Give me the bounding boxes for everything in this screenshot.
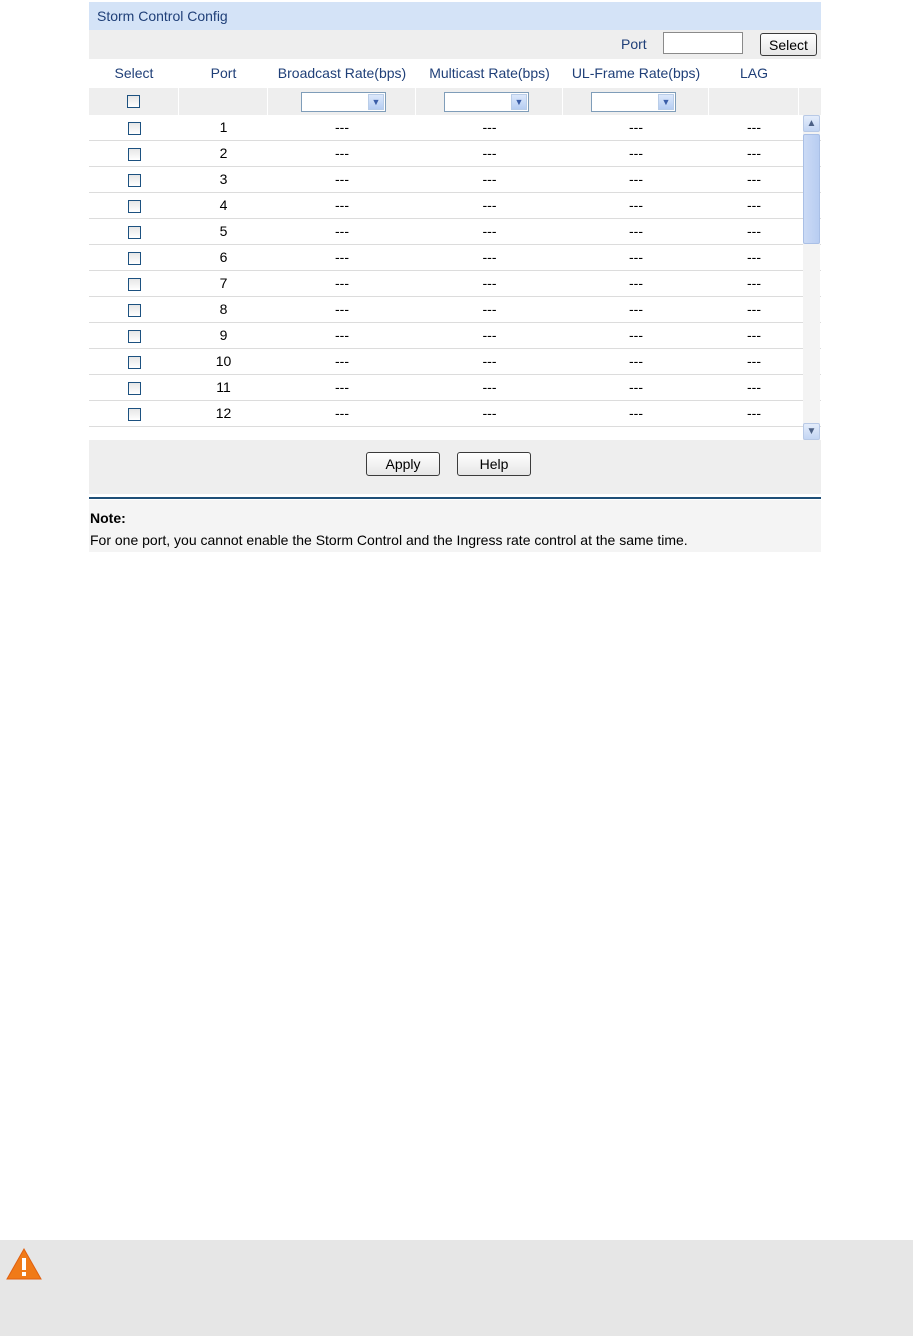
lag-cell: ---: [747, 119, 761, 135]
table-row: [89, 141, 821, 167]
ul-frame-rate-cell: ---: [629, 223, 643, 239]
broadcast-rate-cell: ---: [335, 379, 349, 395]
multicast-rate-cell: ---: [482, 145, 497, 161]
warning-bar: [0, 1240, 913, 1336]
port-cell: 9: [219, 327, 228, 343]
table-row: [89, 401, 821, 427]
column-header-select: Select: [114, 65, 154, 81]
broadcast-rate-cell: ---: [335, 249, 349, 265]
row-select-checkbox[interactable]: [128, 408, 141, 421]
row-select-checkbox[interactable]: [128, 174, 141, 187]
table-row: [89, 167, 821, 193]
port-search-label: Port: [621, 36, 647, 52]
ul-frame-rate-cell: ---: [629, 171, 643, 187]
broadcast-rate-cell: ---: [335, 145, 349, 161]
ul-frame-rate-cell: ---: [629, 327, 643, 343]
note-box: [89, 500, 821, 552]
multicast-rate-cell: ---: [482, 301, 497, 317]
table-row: [89, 219, 821, 245]
multicast-rate-cell: ---: [482, 171, 497, 187]
multicast-rate-cell: ---: [482, 379, 497, 395]
multicast-rate-select[interactable]: [444, 92, 529, 112]
broadcast-rate-cell: ---: [335, 327, 349, 343]
lag-cell: ---: [747, 145, 761, 161]
filter-row: [89, 88, 821, 115]
row-select-checkbox[interactable]: [128, 356, 141, 369]
ul-frame-rate-cell: ---: [629, 379, 643, 395]
chevron-down-icon: ▼: [511, 94, 527, 110]
table-row: [89, 349, 821, 375]
broadcast-rate-select[interactable]: [301, 92, 386, 112]
lag-cell: ---: [747, 301, 761, 317]
broadcast-rate-cell: ---: [335, 223, 349, 239]
broadcast-rate-cell: ---: [335, 275, 349, 291]
ul-frame-rate-cell: ---: [629, 197, 643, 213]
action-bar: [89, 440, 821, 494]
storm-control-panel: [89, 2, 821, 494]
port-cell: 6: [219, 249, 228, 265]
port-cell: 11: [216, 379, 231, 395]
port-cell: 4: [219, 197, 228, 213]
note-title: Note:: [90, 510, 126, 526]
broadcast-rate-cell: ---: [335, 301, 349, 317]
table-scrollbar[interactable]: [803, 115, 820, 440]
broadcast-rate-cell: ---: [335, 197, 349, 213]
table-body: [89, 115, 821, 440]
ul-frame-rate-cell: ---: [629, 353, 643, 369]
select-all-checkbox[interactable]: [127, 95, 140, 108]
ul-frame-rate-select[interactable]: [591, 92, 676, 112]
port-cell: 2: [219, 145, 228, 161]
port-search-input[interactable]: [663, 32, 743, 54]
lag-cell: ---: [747, 353, 761, 369]
table-row: [89, 271, 821, 297]
column-header-multicast: Multicast Rate(bps): [429, 65, 550, 81]
multicast-rate-cell: ---: [482, 249, 497, 265]
ul-frame-rate-cell: ---: [629, 249, 643, 265]
lag-cell: ---: [747, 405, 761, 421]
port-cell: 10: [215, 353, 232, 369]
port-cell: 1: [219, 119, 228, 135]
broadcast-rate-cell: ---: [335, 405, 349, 421]
table-header: [89, 59, 821, 88]
broadcast-rate-cell: ---: [335, 119, 349, 135]
multicast-rate-cell: ---: [482, 353, 497, 369]
table-row: [89, 245, 821, 271]
port-cell: 12: [215, 405, 232, 421]
ul-frame-rate-cell: ---: [629, 275, 643, 291]
port-search-row: [89, 30, 821, 59]
column-header-ul-frame: UL-Frame Rate(bps): [571, 65, 701, 81]
multicast-rate-cell: ---: [482, 223, 497, 239]
lag-cell: ---: [747, 197, 761, 213]
port-cell: 3: [219, 171, 228, 187]
panel-title: Storm Control Config: [89, 2, 821, 30]
table-row: [89, 323, 821, 349]
select-button[interactable]: Select: [760, 33, 817, 56]
column-header-lag: LAG: [739, 65, 768, 81]
ul-frame-rate-cell: ---: [629, 119, 643, 135]
warning-icon: [6, 1248, 42, 1280]
row-select-checkbox[interactable]: [128, 304, 141, 317]
column-header-broadcast: Broadcast Rate(bps): [277, 65, 407, 81]
note-divider: [89, 497, 821, 499]
lag-cell: ---: [747, 327, 761, 343]
lag-cell: ---: [747, 171, 761, 187]
multicast-rate-cell: ---: [482, 405, 497, 421]
column-header-port: Port: [210, 65, 237, 81]
chevron-down-icon: ▼: [658, 94, 674, 110]
broadcast-rate-cell: ---: [335, 171, 349, 187]
row-select-checkbox[interactable]: [128, 278, 141, 291]
ul-frame-rate-cell: ---: [629, 145, 643, 161]
ul-frame-rate-cell: ---: [629, 301, 643, 317]
row-select-checkbox[interactable]: [128, 330, 141, 343]
multicast-rate-cell: ---: [482, 327, 497, 343]
table-row: [89, 193, 821, 219]
help-button[interactable]: Help: [457, 452, 531, 476]
row-select-checkbox[interactable]: [128, 252, 141, 265]
port-cell: 7: [219, 275, 228, 291]
table-row: [89, 297, 821, 323]
multicast-rate-cell: ---: [482, 119, 497, 135]
lag-cell: ---: [747, 275, 761, 291]
note-text: For one port, you cannot enable the Storm Control and the Ingress rate control at the same time.: [90, 532, 688, 548]
scroll-down-icon[interactable]: ▼: [803, 423, 820, 440]
table-row: [89, 115, 821, 141]
multicast-rate-cell: ---: [482, 275, 497, 291]
row-select-checkbox[interactable]: [128, 200, 141, 213]
lag-cell: ---: [747, 223, 761, 239]
port-cell: 8: [219, 301, 228, 317]
row-select-checkbox[interactable]: [128, 382, 141, 395]
port-cell: 5: [219, 223, 228, 239]
scroll-up-icon[interactable]: ▲: [803, 115, 820, 132]
row-select-checkbox[interactable]: [128, 226, 141, 239]
scrollbar-thumb[interactable]: [803, 134, 820, 244]
row-select-checkbox[interactable]: [128, 122, 141, 135]
row-select-checkbox[interactable]: [128, 148, 141, 161]
ul-frame-rate-cell: ---: [629, 405, 643, 421]
table-row: [89, 375, 821, 401]
lag-cell: ---: [747, 379, 761, 395]
multicast-rate-cell: ---: [482, 197, 497, 213]
apply-button[interactable]: Apply: [366, 452, 440, 476]
broadcast-rate-cell: ---: [335, 353, 349, 369]
chevron-down-icon: ▼: [368, 94, 384, 110]
lag-cell: ---: [747, 249, 761, 265]
